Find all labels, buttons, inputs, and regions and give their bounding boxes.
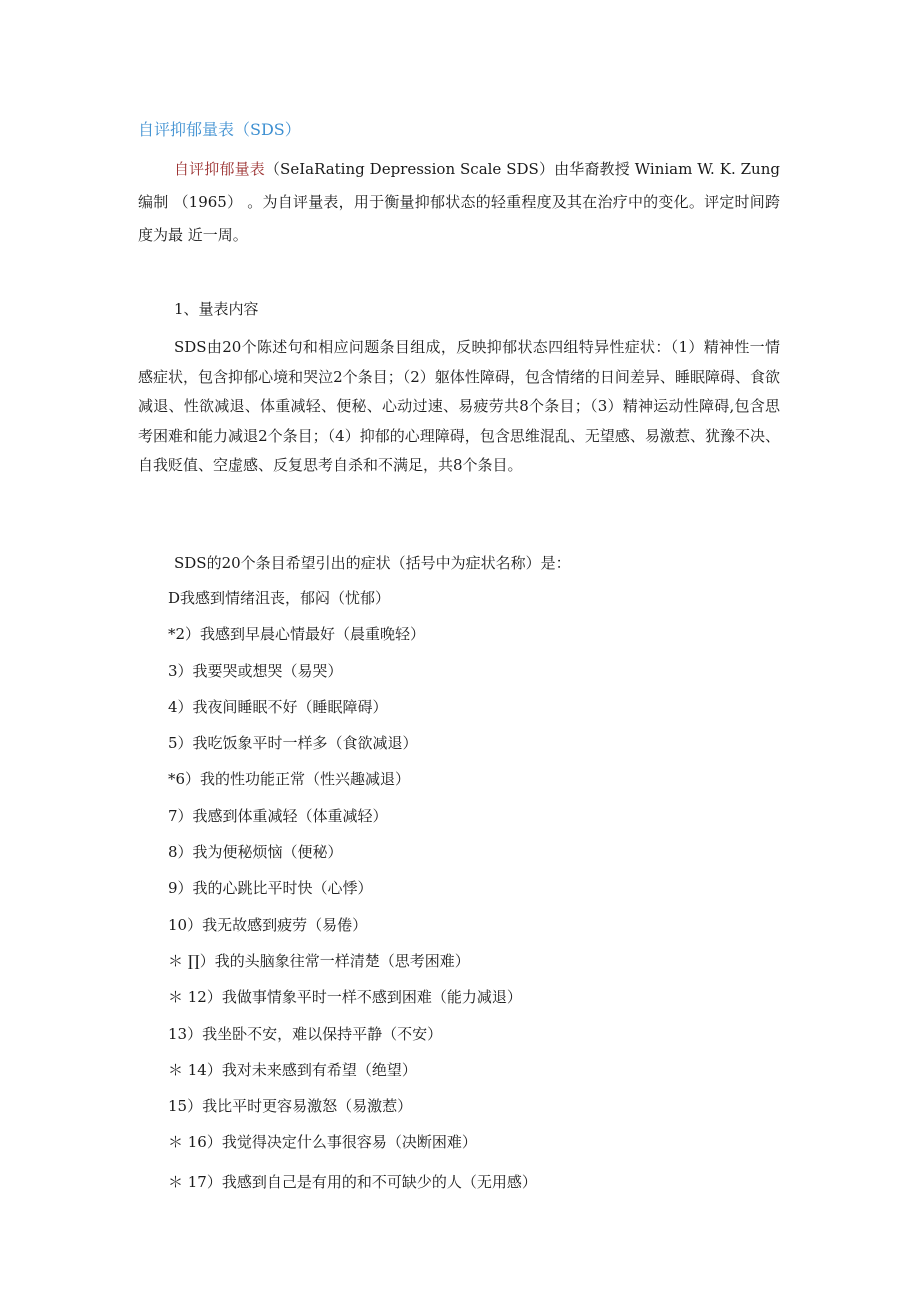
list-item: 9）我的心跳比平时快（心悸） [168,879,373,898]
items-intro: SDS的20个条目希望引出的症状（括号中为症状名称）是： [174,554,571,572]
content-paragraph: SDS由20个陈述句和相应问题条目组成，反映抑郁状态四组特异性症状：（1）精神性一情感症状，包含抑郁心境和哭泣2个条目；（2）躯体性障碍，包含情绪的日间差异、睡眠障碍、食欲减退、性欲减退、体重减轻、便秘、心动过速、易疲劳共8个条目；（3）精神运动性障碍,包含思考困难和能力减退2个条目；（4）抑郁的心理障碍，包含思维混乱、无望感、易激惹、犹豫不决、自我贬值、空虚感、反复思考自杀和不满足，共8个条目。 [138,338,780,474]
list-item: *6）我的性功能正常（性兴趣减退） [168,770,411,789]
list-item: ＊ 14）我对未来感到有希望（绝望） [168,1060,417,1079]
list-item: ＊ 16）我觉得决定什么事很容易（决断困难） [168,1133,477,1152]
list-item: 13）我坐卧不安，难以保持平静（不安） [168,1024,443,1043]
list-item: ＊ 12）我做事情象平时一样不感到困难（能力减退） [168,988,522,1007]
list-item: 15）我比平时更容易激怒（易激惹） [168,1097,413,1116]
list-item: 10）我无故感到疲劳（易倦） [168,915,368,934]
list-item: ＊ ∏）我的头脑象往常一样清楚（思考困难） [168,951,470,970]
scale-name-term: 自评抑郁量表 [174,160,265,178]
list-item: 4）我夜间睡眠不好（睡眠障碍） [168,697,388,716]
intro-paragraph [138,153,780,252]
list-item: 3）我要哭或想哭（易哭） [168,661,343,680]
section-heading: 1、量表内容 [174,300,259,318]
list-item: 7）我感到体重减轻（体重减轻） [168,806,388,825]
document-title: 自评抑郁量表（SDS） [138,120,301,139]
list-item: ＊ 17）我感到自己是有用的和不可缺少的人（无用感） [168,1173,537,1192]
list-item: D我感到情绪沮丧，郁闷（忧郁） [168,589,391,607]
symptom-item-list [168,587,537,1208]
list-item: 8）我为便秘烦恼（便秘） [168,843,343,862]
list-item: 5）我吃饭象平时一样多（食欲减退） [168,734,418,753]
list-item: *2）我感到早晨心情最好（晨重晚轻） [168,625,426,644]
intro-text: （SeIaRating Depression Scale SDS）由华裔教授 Winiam W. K. Zung 编制 （1965） 。为自评量表，用于衡量抑郁状态的轻重程度及其在治疗中的变化。评定时间跨度为最 近一周。 [138,160,780,244]
